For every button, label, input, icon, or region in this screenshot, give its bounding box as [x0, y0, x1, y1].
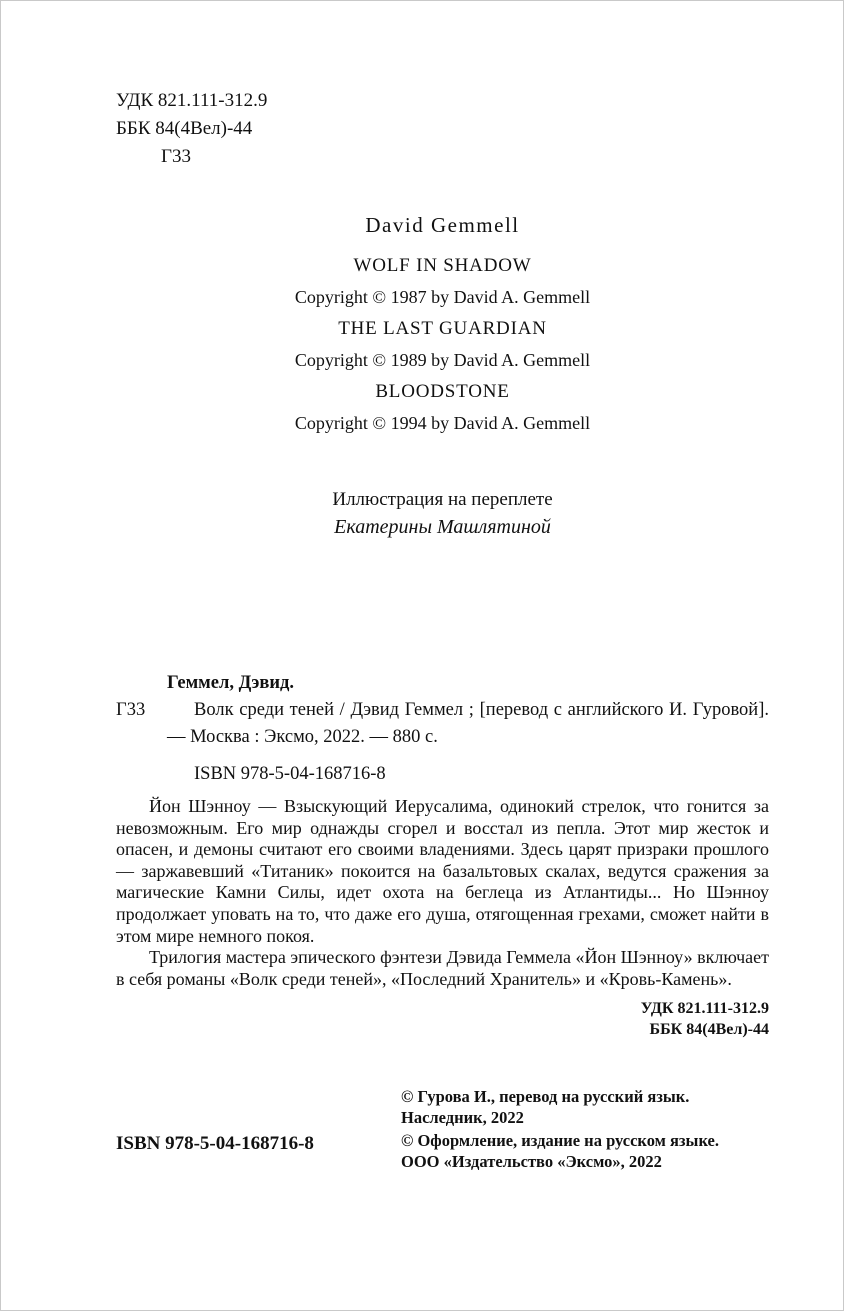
catalog-author-sign: Г33 [116, 700, 146, 720]
original-work-title: THE LAST GUARDIAN [338, 318, 547, 339]
bibliographic-codes-bottom [116, 998, 769, 1040]
illustration-artist: Екатерины Машлятиной [334, 516, 551, 538]
catalog-entry-text: Волк среди теней / Дэвид Геммел ; [перевод с английского И. Гуровой]. — Москва : Эксмо, 2022. — 880 с. [167, 700, 769, 747]
copyright-line: ООО «Издательство «Эксмо», 2022 [401, 1152, 662, 1172]
original-edition-block [116, 213, 769, 434]
original-work-copyright: Copyright © 1994 by David A. Gemmell [294, 413, 591, 433]
udk-code: УДК 821.111-312.9 [116, 90, 268, 111]
annotation [116, 796, 769, 990]
copyright-line: © Гурова И., перевод на русский язык. [401, 1087, 690, 1107]
original-work-title: WOLF IN SHADOW [353, 255, 532, 276]
annotation-paragraph: Трилогия мастера эпического фэнтези Дэвида Геммела «Йон Шэнноу» включает в себя романы «Волк среди теней», «Последний Хранитель» и «Кровь-Камень». [116, 947, 769, 989]
copyright-entry [401, 1130, 769, 1172]
footer [116, 1086, 769, 1196]
original-work [116, 381, 769, 434]
catalog-author-heading: Геммел, Дэвид. [167, 673, 294, 693]
original-work [116, 255, 769, 308]
catalog-isbn: ISBN 978-5-04-168716-8 [194, 764, 386, 784]
original-work-title: BLOODSTONE [375, 381, 510, 402]
copyright-line: © Оформление, издание на русском языке. [401, 1131, 719, 1151]
annotation-paragraph: Йон Шэнноу — Взыскующий Иерусалима, одинокий стрелок, что гонится за невозможным. Его мир однажды сгорел и восстал из пепла. Этот мир жесток и опасен, и демоны считают его своими владениями. Здесь царят призраки прошлого — заржавевший «Титаник» покоится на базальтовых скалах, ведутся сражения за магические Камни Силы, идет охота на беглеца из Атлантиды... Но Шэнноу продолжает уповать на то, что даже его душа, отягощенная грехами, сможет найти в этом мире немного покоя. [116, 796, 769, 946]
copyright-entry [401, 1086, 769, 1128]
illustration-caption: Иллюстрация на переплете [332, 489, 553, 510]
author-sign: Г33 [161, 146, 191, 167]
original-work-copyright: Copyright © 1987 by David A. Gemmell [294, 287, 591, 307]
udk-code: УДК 821.111-312.9 [640, 1000, 769, 1018]
copyright-holders [401, 1086, 769, 1172]
original-work [116, 318, 769, 371]
original-work-copyright: Copyright © 1989 by David A. Gemmell [294, 350, 591, 370]
catalog-entry [116, 697, 769, 751]
bbk-code: ББК 84(4Вел)-44 [116, 118, 253, 139]
copyright-line: Наследник, 2022 [401, 1108, 524, 1128]
bibliographic-codes-top [116, 87, 769, 171]
original-author: David Gemmell [365, 213, 520, 237]
catalog-card [116, 670, 769, 1040]
bbk-code: ББК 84(4Вел)-44 [649, 1021, 769, 1039]
illustration-credit [116, 486, 769, 542]
isbn: ISBN 978-5-04-168716-8 [116, 1133, 314, 1155]
